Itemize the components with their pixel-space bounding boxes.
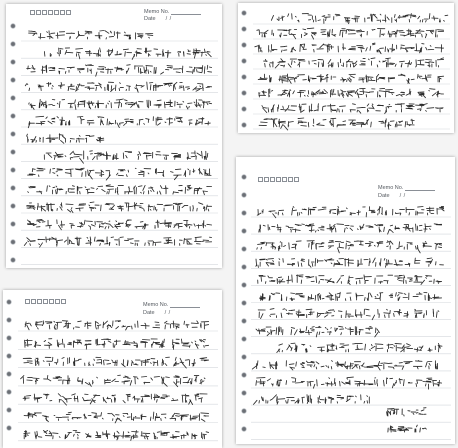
memo-no-rule — [171, 14, 201, 15]
handwriting-line — [258, 74, 443, 83]
page-3-sheet — [236, 157, 455, 444]
header-box — [61, 299, 66, 304]
binder-hole — [242, 247, 247, 252]
header-box — [276, 177, 281, 182]
binder-hole — [11, 186, 16, 191]
handwriting-line — [24, 237, 211, 247]
memo-no-label: Memo No. — [144, 9, 170, 15]
memo-no-label: Memo No. — [378, 185, 404, 191]
notebook-page-4 — [3, 290, 222, 448]
binder-hole — [11, 78, 16, 83]
header-box — [48, 10, 53, 15]
handwriting-line — [259, 224, 442, 234]
binder-holes — [11, 24, 16, 263]
binder-hole — [7, 318, 12, 323]
binder-hole — [11, 132, 16, 137]
header-boxes — [25, 299, 66, 304]
memo-no-field — [378, 185, 435, 191]
notebook-page-3 — [236, 157, 455, 444]
handwriting-line — [259, 88, 444, 97]
header-boxes — [258, 177, 299, 182]
header-box — [31, 299, 36, 304]
binder-hole — [11, 204, 16, 209]
handwriting-line — [29, 99, 212, 110]
notebook-page-2 — [238, 3, 454, 133]
date-field — [144, 16, 172, 22]
binder-hole — [242, 265, 247, 270]
handwriting-line — [254, 395, 370, 405]
binder-hole — [11, 240, 16, 245]
handwriting-line — [44, 48, 211, 60]
page-2-sheet — [238, 3, 454, 133]
handwriting-line — [256, 258, 444, 267]
header-box — [294, 177, 299, 182]
binder-hole — [242, 355, 247, 360]
binder-hole — [11, 258, 16, 263]
header-box — [288, 177, 293, 182]
handwriting-line — [271, 14, 447, 24]
header-box — [66, 10, 71, 15]
handwriting-line — [28, 116, 210, 127]
binder-hole — [242, 409, 247, 414]
binder-hole — [242, 373, 247, 378]
handwriting-line — [262, 104, 443, 114]
binder-hole — [242, 27, 247, 32]
date-field — [378, 193, 406, 199]
handwriting-line — [23, 394, 207, 405]
binder-hole — [242, 75, 247, 80]
header-box — [30, 10, 35, 15]
binder-holes — [7, 300, 12, 431]
date-label: Date — [143, 310, 155, 316]
binder-hole — [7, 354, 12, 359]
binder-hole — [242, 107, 247, 112]
date-label: Date — [378, 193, 390, 199]
binder-hole — [242, 211, 247, 216]
handwriting-line — [27, 219, 211, 229]
binder-hole — [242, 283, 247, 288]
handwriting-line — [28, 185, 212, 195]
binder-hole — [242, 59, 247, 64]
memo-no-field — [144, 9, 201, 15]
binder-hole — [11, 60, 16, 65]
handwriting-line — [25, 82, 211, 92]
handwriting-line — [25, 339, 209, 350]
binder-hole — [242, 337, 247, 342]
page-4-sheet — [3, 290, 222, 448]
memo-no-rule — [170, 307, 200, 308]
header-box — [42, 10, 47, 15]
binder-hole — [7, 372, 12, 377]
header-box — [25, 299, 30, 304]
date-slashes: / / — [165, 16, 172, 22]
handwriting-line — [256, 326, 379, 337]
date-label: Date — [144, 16, 156, 22]
handwritten-signature — [387, 408, 426, 416]
handwriting-line — [259, 118, 414, 130]
handwriting-line — [27, 134, 104, 144]
binder-hole — [11, 42, 16, 47]
binder-hole — [242, 319, 247, 324]
header-box — [60, 10, 65, 15]
header-box — [43, 299, 48, 304]
date-slashes: / / — [164, 310, 171, 316]
header-box — [264, 177, 269, 182]
binder-hole — [242, 193, 247, 198]
memo-no-label: Memo No. — [143, 302, 169, 308]
handwriting-line — [257, 28, 444, 39]
memo-no-rule — [405, 190, 435, 191]
binder-hole — [242, 301, 247, 306]
handwriting-line — [21, 375, 205, 387]
date-field — [143, 310, 171, 316]
binder-hole — [11, 114, 16, 119]
binder-hole — [11, 168, 16, 173]
handwriting-line — [264, 58, 444, 68]
binder-hole — [7, 390, 12, 395]
binder-hole — [11, 150, 16, 155]
binder-hole — [242, 91, 247, 96]
date-slashes: / / — [399, 193, 406, 199]
header-box — [282, 177, 287, 182]
binder-hole — [242, 11, 247, 16]
handwriting-line — [26, 202, 211, 213]
handwriting-line — [258, 309, 439, 320]
header-box — [49, 299, 54, 304]
handwriting-line — [277, 343, 442, 352]
binder-hole — [242, 123, 247, 128]
handwriting-line — [256, 377, 442, 389]
binder-hole — [7, 300, 12, 305]
binder-hole — [7, 408, 12, 413]
header-boxes — [30, 10, 71, 15]
handwriting-line — [257, 207, 444, 218]
binder-holes — [242, 175, 247, 432]
handwriting-line — [24, 431, 209, 441]
binder-hole — [11, 24, 16, 29]
handwriting-line — [260, 292, 442, 300]
handwriting-line — [23, 357, 208, 368]
handwriting-line — [258, 275, 442, 285]
header-box — [36, 10, 41, 15]
header-box — [258, 177, 263, 182]
binder-hole — [11, 96, 16, 101]
binder-hole — [7, 336, 12, 341]
handwritten-signing-date — [388, 425, 426, 432]
header-box — [54, 10, 59, 15]
binder-hole — [242, 43, 247, 48]
header-box — [37, 299, 42, 304]
binder-holes — [242, 11, 247, 128]
handwriting-line — [255, 43, 444, 54]
header-box — [270, 177, 275, 182]
handwriting-line — [29, 31, 153, 40]
handwriting-line — [252, 361, 437, 371]
binder-hole — [7, 426, 12, 431]
handwriting-line — [24, 412, 209, 423]
binder-hole — [242, 427, 247, 432]
handwriting-line — [25, 321, 209, 330]
handwriting-line — [27, 65, 212, 77]
notebook-page-1 — [6, 4, 222, 268]
memo-no-field — [143, 302, 200, 308]
binder-hole — [11, 222, 16, 227]
binder-hole — [242, 229, 247, 234]
page-1-sheet — [6, 4, 222, 268]
binder-hole — [242, 175, 247, 180]
binder-hole — [242, 391, 247, 396]
header-box — [55, 299, 60, 304]
